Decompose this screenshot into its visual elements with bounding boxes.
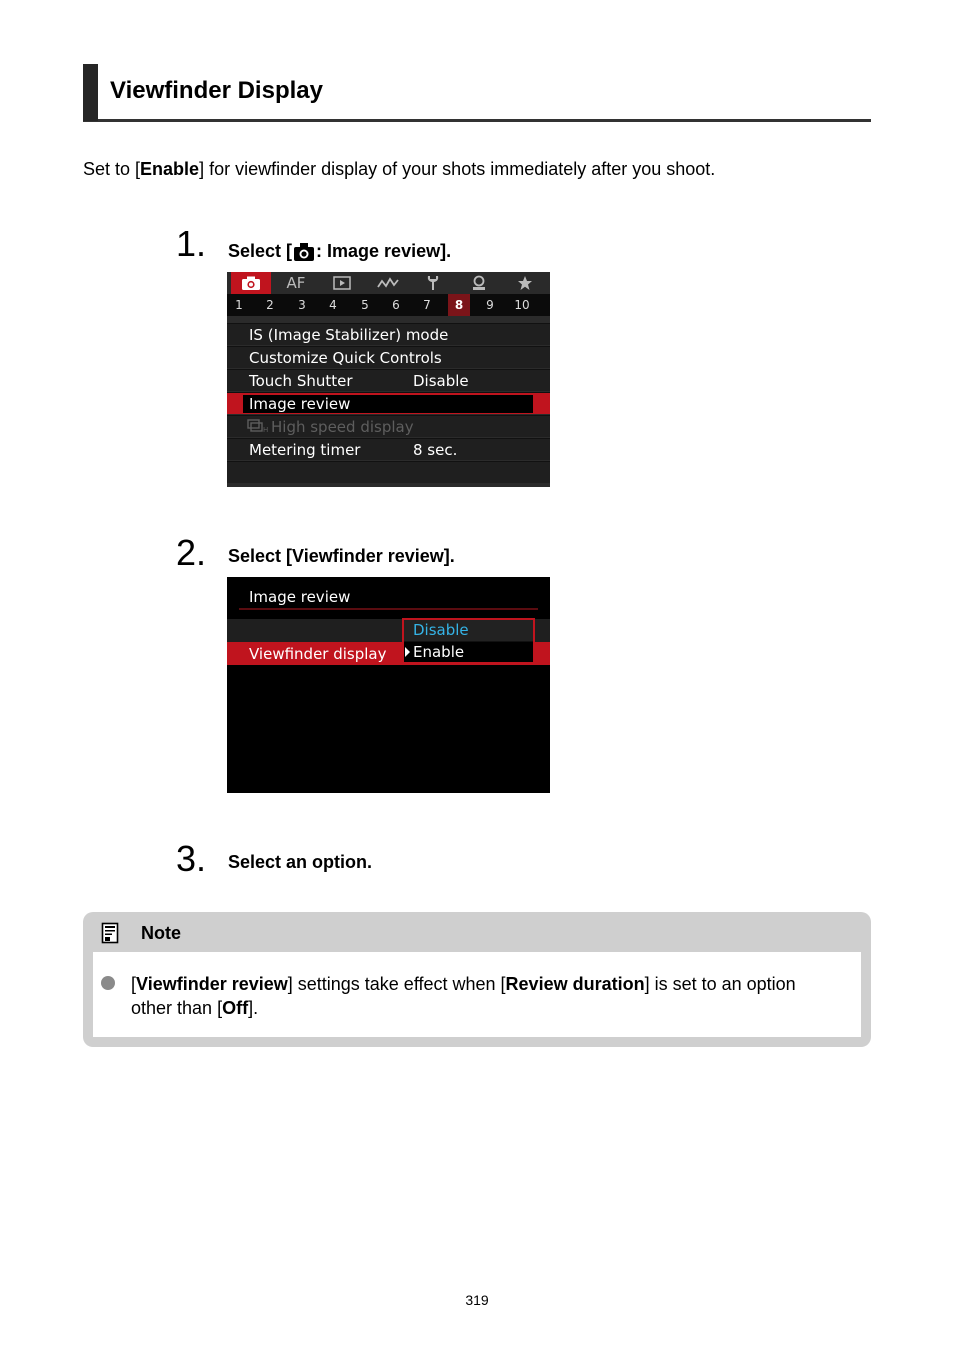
wrench-icon[interactable] [413,272,453,294]
option-dropdown[interactable] [402,618,535,664]
tab-number[interactable]: 1 [235,298,243,312]
menu-item-is-mode[interactable] [227,323,550,345]
step-2-number: 2. [176,532,207,573]
section-header [83,64,871,122]
menu-item-label: H High speed display [247,418,414,436]
note-body [93,952,861,1037]
step-3-number: 3. [176,838,207,879]
menu-tab-icons [227,272,550,294]
step-1-number: 1. [176,223,207,264]
tab-number[interactable]: 9 [486,298,494,312]
screen-title: Image review [249,588,351,606]
step-2-label: Select [Viewfinder review]. [228,546,455,566]
step-1-label: Select [ : Image review]. [228,241,452,261]
header-bar [83,64,98,121]
menu-item-image-review[interactable] [227,392,550,414]
option-enable[interactable]: Enable [404,642,533,662]
tab-number[interactable]: 2 [266,298,274,312]
tab-number-active[interactable]: 8 [448,294,470,316]
selected-indicator-icon [405,647,410,657]
menu-item-customize-quick-controls[interactable] [227,346,550,368]
menu-item-label: Customize Quick Controls [249,349,442,367]
menu-item-empty [227,461,550,483]
tab-number[interactable]: 3 [298,298,306,312]
menu-item-value: Disable [413,372,469,390]
tab-number[interactable]: 7 [423,298,431,312]
title-divider [239,608,538,610]
menu-item-label: Image review [249,395,351,413]
playback-icon[interactable] [322,272,362,294]
option-disable[interactable]: Disable [404,620,533,641]
menu-item-metering-timer[interactable] [227,438,550,460]
note-title: Note [141,923,181,943]
tab-number[interactable]: 10 [514,298,530,312]
menu-item-touch-shutter[interactable] [227,369,550,391]
camera-menu-screen [227,272,550,487]
step-3-label: Select an option. [228,852,373,872]
intro-text: Set to [Enable] for viewfinder display of your shots immediately after you shoot. [83,159,716,179]
custom-icon[interactable] [459,272,499,294]
menu-item-label: Viewfinder display [249,645,387,663]
menu-item-label: Metering timer [249,441,361,459]
page-number: 319 [465,1292,489,1308]
tab-number[interactable]: 5 [361,298,369,312]
af-tab[interactable]: AF [286,274,306,292]
note-box [83,912,871,1047]
menu-item-label: Touch Shutter [249,372,353,390]
menu-item-value: 8 sec. [413,441,458,459]
svg-text:H: H [263,426,269,433]
high-speed-icon [247,419,271,433]
menu-tab-numbers [227,294,550,316]
star-icon[interactable] [505,272,545,294]
page-title: Viewfinder Display [110,77,323,104]
wireless-icon[interactable] [368,272,408,294]
bullet-icon [101,976,115,990]
menu-item-high-speed-display [227,415,550,437]
tab-number[interactable]: 4 [329,298,337,312]
camera-icon[interactable] [231,272,271,294]
menu-item-label: IS (Image Stabilizer) mode [249,326,449,344]
note-icon [101,922,119,944]
tab-number[interactable]: 6 [392,298,400,312]
camera-icon [293,242,315,262]
note-text: [Viewfinder review] settings take effect when [Review duration] is set to an option other than [Off]. [131,974,796,1018]
image-review-screen [227,577,550,793]
